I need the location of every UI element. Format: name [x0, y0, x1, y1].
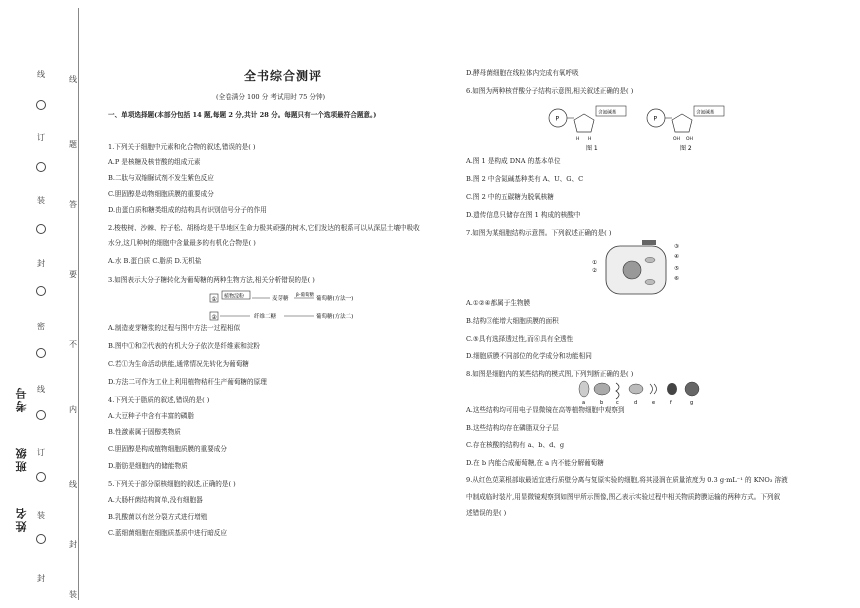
q3-arrow-label: β-葡萄糖: [296, 293, 314, 298]
left-text-line: D.脂肪是细胞内的储能物质: [108, 462, 188, 470]
page-subtitle: (全卷满分 100 分 考试用时 75 分钟): [216, 93, 326, 101]
base-2: 含氮碱基: [696, 110, 715, 116]
cell-nucleus: [623, 261, 641, 279]
right-text-line: D.在 b 内能合成葡萄糖,在 a 内不能分解葡萄糖: [466, 459, 604, 467]
margin-char-outer: 密: [37, 322, 45, 331]
left-text-line: B.性激素属于固醇类物质: [108, 428, 181, 436]
margin-char-outer: 装: [37, 511, 45, 520]
q3-box-label-text: 植物淀粉: [224, 293, 245, 300]
q3-figure: [208, 290, 368, 324]
organelle-mark: f: [670, 400, 672, 406]
base-1: 含氮碱基: [598, 110, 617, 116]
margin-char-inner: 要: [69, 270, 77, 279]
left-text-line: B.图中①和②代表的有机大分子依次是纤维素和淀粉: [108, 342, 261, 350]
binding-hole: [36, 472, 46, 482]
nucleotide-2: [647, 106, 724, 152]
left-text-line: C.蓝细菌细胞在细胞质基质中进行暗反应: [108, 529, 227, 537]
label-banji: 班级: [15, 446, 28, 472]
cell-mark-5: ⑤: [674, 266, 679, 272]
right-text-line: 中制成临时装片,用显微镜观察到如图甲所示图像,图乙表示实验过程中相关物质跨膜运输的两种方式。下列叙: [466, 493, 781, 501]
left-text-line: A.大豆种子中含有丰富的磷脂: [108, 412, 194, 420]
right-text-line: D.酵母菌细胞在线粒体内完成有氧呼吸: [466, 69, 579, 77]
margin-char-outer: 订: [37, 133, 45, 142]
right-text-line: A.这些结构均可用电子显微镜在高等植物细胞中观察到: [466, 406, 625, 414]
right-text-line: B.结构③能增大细胞质膜的面积: [466, 317, 559, 325]
cell-mark-4: ④: [674, 254, 679, 260]
section-heading: 一、单项选择题(本部分包括 14 题,每题 2 分,共计 28 分。每题只有一个选项最符合题意。): [108, 111, 377, 119]
left-text-line: C.胆固醇是构成植物细胞质膜的重要成分: [108, 445, 227, 453]
binding-hole: [36, 162, 46, 172]
left-text-line: 4.下列关于脂质的叙述,错误的是( ): [108, 396, 210, 404]
right-text-line: D.细胞质膜不同部位的化学成分和功能相同: [466, 352, 592, 360]
organelle-c: [616, 383, 619, 399]
margin-char-outer: 封: [37, 259, 45, 268]
right-text-line: D.遗传信息只储存在图 1 构成的核酸中: [466, 211, 581, 219]
binding-hole: [36, 100, 46, 110]
phosphate-1: P: [555, 115, 560, 123]
organelle-f: [667, 383, 677, 395]
binding-hole: [36, 534, 46, 544]
margin-char-inner: 线: [69, 75, 77, 84]
margin-char-outer: 封: [37, 574, 45, 583]
cell-organelle-2: [645, 279, 655, 284]
margin-char-inner: 内: [69, 405, 77, 414]
right-text-line: 8.如图是细胞内的某些结构的模式图,下列判断正确的是( ): [466, 370, 634, 378]
cell-organelle-1: [645, 257, 655, 262]
q6-figure: [546, 100, 746, 152]
cell-mark-1: ①: [592, 260, 597, 266]
h-1: H: [576, 137, 580, 142]
q3-end-1: 葡萄糖(方法一): [316, 296, 354, 302]
h-1b: H: [588, 137, 592, 142]
cell-mark-3: ③: [674, 244, 679, 250]
binding-margin: [0, 0, 90, 608]
margin-char-inner: 装: [69, 590, 77, 599]
margin-char-inner: 封: [69, 540, 77, 549]
fig6-label-2: 图 2: [680, 145, 692, 152]
right-text-line: B.这些结构均存在磷脂双分子层: [466, 424, 559, 432]
q8-organelles-figure: [576, 378, 706, 406]
right-text-line: 7.如图为某细胞结构示意图。下列叙述正确的是( ): [466, 229, 612, 237]
label-kaohao: 考号: [15, 386, 28, 412]
left-text-line: D.方法二可作为工业上利用植物秸秆生产葡萄糖的原理: [108, 378, 267, 386]
left-text-line: A.水 B.蛋白质 C.脂质 D.无机盐: [108, 257, 202, 265]
left-text-line: 5.下列关于部分原核细胞的叙述,正确的是( ): [108, 480, 236, 488]
q3-mid-1: 麦芽糖: [272, 296, 289, 302]
margin-char-inner: 题: [69, 140, 77, 149]
organelle-mark: c: [616, 400, 619, 406]
q7-cell-figure: [592, 240, 692, 298]
margin-char-inner: 不: [69, 340, 77, 349]
q3-end-2: 葡萄糖(方法二): [316, 314, 354, 320]
margin-char-outer: 装: [37, 196, 45, 205]
organelle-mark: b: [600, 400, 604, 406]
right-text-line: C.存在核酸的结构有 a、b、d、g: [466, 441, 565, 449]
oh-2: OH: [673, 137, 680, 142]
left-text-line: C.若①为生命活动供能,通常情况先转化为葡萄糖: [108, 360, 249, 368]
organelle-mark: d: [634, 400, 638, 406]
q3-mid-2: 纤维二糖: [254, 314, 277, 320]
organelle-b: [594, 383, 610, 395]
fig6-label-1: 图 1: [586, 145, 598, 152]
right-text-line: 9.从红色苋菜根部取最适宜进行质壁分离与复原实验的细胞,将其浸润在质量浓度为 0.3 g·mL⁻¹ 的 KNO₃ 溶液: [466, 476, 788, 484]
margin-char-outer: 订: [37, 448, 45, 457]
left-text-line: A.大肠杆菌结构简单,没有细胞器: [108, 496, 203, 504]
left-text-line: A.P 是核糖及核苷酸的组成元素: [108, 158, 201, 166]
right-text-line: A.图 1 是构成 DNA 的基本单位: [466, 157, 561, 165]
left-text-line: 3.如图表示大分子糖转化为葡萄糖的两种生物方法,相关分析错误的是( ): [108, 276, 315, 284]
cell-microvilli: [642, 240, 656, 245]
right-text-line: C.图 2 中的五碳糖为脱氧核糖: [466, 193, 554, 201]
binding-hole: [36, 348, 46, 358]
label-xingming: 姓名: [15, 506, 28, 532]
phosphate-2: P: [653, 115, 658, 123]
left-text-line: 1.下列关于细胞中元素和化合物的叙述,错误的是( ): [108, 143, 256, 151]
right-text-line: 述错误的是( ): [466, 509, 507, 517]
cell-mark-6: ⑥: [674, 276, 679, 282]
nucleotide-1: [549, 106, 626, 152]
left-text-line: 2.梭梭树、沙棘、柠子松、胡杨均是干旱地区生命力极其顽强的树木,它们发达的根系可以从深层土壤中吸收: [108, 224, 420, 232]
margin-char-inner: 答: [69, 200, 77, 209]
cell-mark-2: ②: [592, 268, 597, 274]
margin-char-outer: 线: [37, 385, 45, 394]
margin-char-inner: 线: [69, 480, 77, 489]
right-text-line: A.①②④都属于生物膜: [466, 299, 531, 307]
q3-box-1-num: ①: [211, 295, 217, 303]
binding-hole: [36, 286, 46, 296]
left-text-line: C.胆固醇是动物细胞质膜的重要成分: [108, 190, 214, 198]
binding-line: [78, 8, 79, 600]
right-text-line: B.图 2 中含氮碱基种类有 A、U、G、C: [466, 175, 584, 183]
page-title: 全书综合测评: [244, 69, 323, 83]
organelle-mark: g: [690, 400, 694, 406]
organelle-mark: a: [582, 400, 586, 406]
left-text-line: B.乳酸菌以有丝分裂方式进行增殖: [108, 513, 208, 521]
left-text-line: B.二肽与双缩脲试剂不发生紫色反应: [108, 174, 214, 182]
q3-box-2-num: ②: [211, 313, 217, 321]
left-text-line: A.制造麦芽糖浆的过程与图中方法一过程相似: [108, 324, 241, 332]
organelle-d: [629, 384, 643, 394]
binding-hole: [36, 224, 46, 234]
left-text-line: D.由蛋白质和糖类组成的结构具有识别信号分子的作用: [108, 206, 267, 214]
oh-2b: OH: [686, 137, 693, 142]
margin-char-outer: 线: [37, 70, 45, 79]
right-text-line: 6.如图为两种核苷酸分子结构示意图,相关叙述正确的是( ): [466, 87, 634, 95]
organelle-g: [685, 382, 699, 396]
right-text-line: C.⑤具有选择透过性,而⑥具有全透性: [466, 335, 574, 343]
binding-hole: [36, 410, 46, 420]
organelle-e: [650, 384, 657, 394]
organelle-mark: e: [652, 400, 656, 406]
left-text-line: 水分,这几种树的细胞中含量最多的有机化合物是( ): [108, 239, 256, 247]
organelle-a: [579, 381, 589, 397]
